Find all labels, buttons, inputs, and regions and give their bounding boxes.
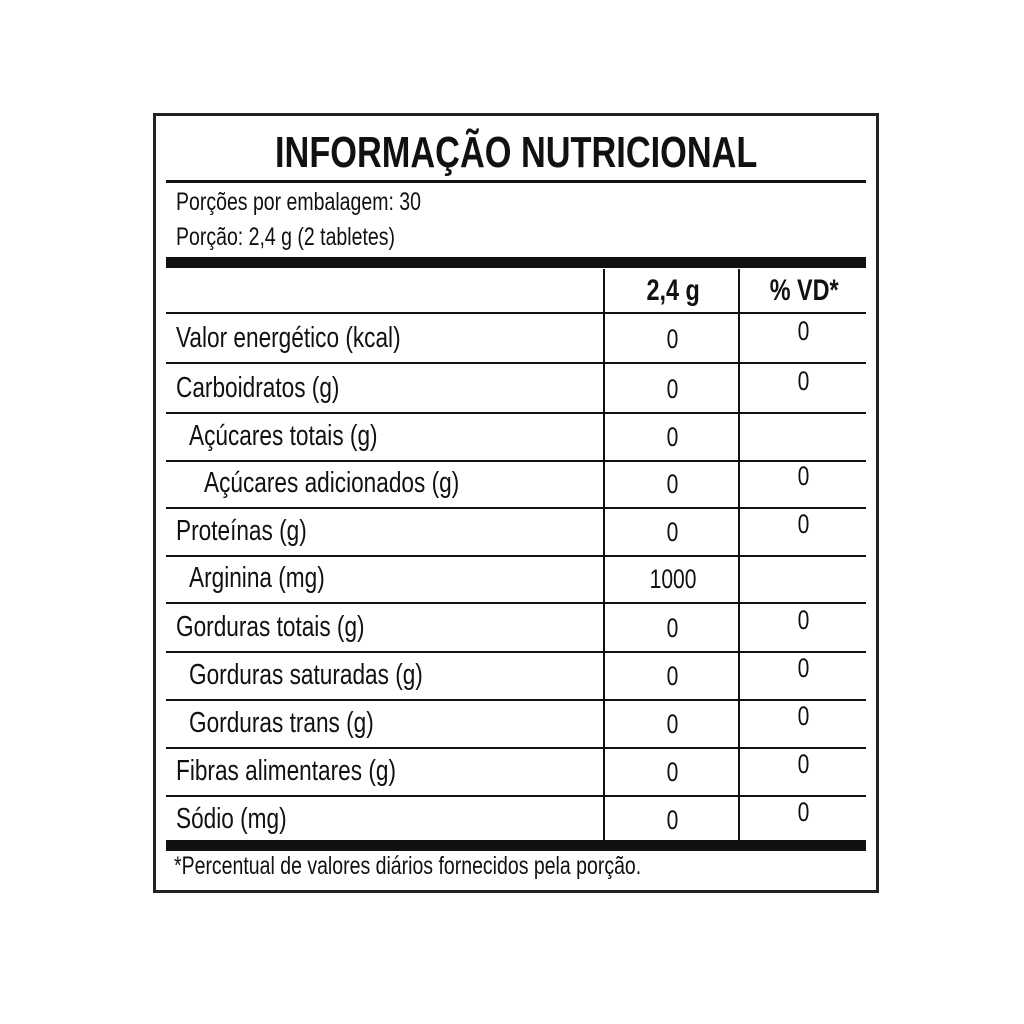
nutrient-vd: [742, 797, 866, 828]
table-row: [166, 364, 866, 414]
nutrient-vd-text: 0: [798, 366, 810, 396]
nutrient-label: [204, 467, 531, 500]
title-divider: [166, 180, 866, 183]
nutrient-amount-text: 1000: [649, 564, 697, 594]
nutrient-label-text: Carboidratos (g): [176, 372, 340, 404]
nutrient-vd-text: 0: [798, 509, 810, 539]
nutrient-amount: [606, 422, 740, 453]
table-header: [166, 268, 866, 314]
column-divider-2: [738, 269, 740, 843]
column-divider-1: [603, 269, 605, 843]
nutrient-amount-text: 0: [667, 422, 679, 452]
nutrient-amount: [606, 709, 740, 740]
nutrient-amount-text: 0: [667, 374, 679, 404]
nutrient-vd-text: 0: [798, 461, 810, 491]
footnote: [174, 852, 773, 881]
nutrient-vd: [742, 509, 866, 540]
nutrient-label: [176, 372, 386, 405]
nutrient-label: [176, 803, 318, 836]
nutrient-label: [176, 755, 458, 788]
nutrient-amount: [606, 374, 740, 405]
table-row: [166, 459, 866, 509]
nutrient-amount: [606, 613, 740, 644]
nutrient-label-text: Açúcares adicionados (g): [204, 467, 460, 499]
nutrient-amount: [606, 805, 740, 836]
servings-per-package: [176, 188, 490, 217]
nutrient-amount: [606, 661, 740, 692]
nutrient-vd-text: 0: [798, 605, 810, 635]
servings-text: Porções por embalagem: 30: [176, 188, 421, 216]
nutrient-label-text: Gorduras trans (g): [189, 707, 374, 739]
nutrition-facts-label: [153, 113, 879, 893]
title-text: INFORMAÇÃO NUTRICIONAL: [274, 128, 758, 177]
table-row: [166, 603, 866, 653]
nutrient-amount-text: 0: [667, 613, 679, 643]
nutrient-vd: [742, 461, 866, 492]
nutrient-amount-text: 0: [667, 469, 679, 499]
serving-size-text: Porção: 2,4 g (2 tabletes): [176, 223, 395, 251]
nutrient-vd: [742, 316, 866, 347]
nutrient-vd-text: 0: [798, 749, 810, 779]
nutrient-vd: [742, 605, 866, 636]
nutrient-label: [176, 322, 464, 355]
nutrient-vd: [742, 414, 866, 445]
nutrient-label: [176, 515, 344, 548]
nutrient-label: [189, 562, 363, 595]
nutrient-label-text: Gorduras saturadas (g): [189, 659, 423, 691]
thick-divider-bottom: [166, 840, 866, 851]
nutrient-amount-text: 0: [667, 757, 679, 787]
nutrient-amount: [606, 324, 740, 355]
nutrient-label: [189, 420, 431, 453]
table-row: [166, 795, 866, 843]
nutrient-vd: [742, 749, 866, 780]
nutrient-amount: [606, 517, 740, 548]
nutrient-label-text: Sódio (mg): [176, 803, 287, 835]
table-row: [166, 747, 866, 797]
nutrient-vd: [742, 701, 866, 732]
nutrient-vd: [742, 653, 866, 684]
nutrient-label: [189, 659, 489, 692]
nutrient-amount: [606, 469, 740, 500]
table-row: [166, 699, 866, 749]
nutrient-amount: [606, 564, 740, 595]
nutrient-label-text: Valor energético (kcal): [176, 322, 401, 354]
nutrient-label: [189, 707, 426, 740]
nutrient-label: [176, 611, 418, 644]
nutrient-vd-text: 0: [798, 797, 810, 827]
nutrient-amount-text: 0: [667, 805, 679, 835]
label-title: [156, 128, 876, 178]
table-row: [166, 554, 866, 604]
table-row: [166, 651, 866, 701]
nutrient-vd-text: 0: [798, 653, 810, 683]
nutrient-vd: [742, 366, 866, 397]
footnote-text: *Percentual de valores diários fornecidos pela porção.: [174, 852, 642, 880]
nutrient-label-text: Gorduras totais (g): [176, 611, 365, 643]
nutrient-label-text: Açúcares totais (g): [189, 420, 378, 452]
table-row: [166, 507, 866, 557]
serving-size: [176, 223, 457, 252]
table-row: [166, 314, 866, 364]
table-row: [166, 412, 866, 462]
nutrient-label-text: Proteínas (g): [176, 515, 307, 547]
nutrient-amount-text: 0: [667, 709, 679, 739]
nutrient-amount-text: 0: [667, 517, 679, 547]
nutrient-amount-text: 0: [667, 661, 679, 691]
nutrient-amount-text: 0: [667, 324, 679, 354]
column-amount: [606, 274, 740, 308]
nutrient-amount: [606, 757, 740, 788]
nutrient-vd: [742, 556, 866, 587]
column-vd: [742, 274, 866, 308]
nutrient-label-text: Fibras alimentares (g): [176, 755, 396, 787]
column-vd-text: % VD*: [769, 274, 839, 307]
thick-divider-top: [166, 257, 866, 268]
nutrient-vd-text: 0: [798, 316, 810, 346]
nutrient-vd-text: 0: [798, 701, 810, 731]
nutrient-label-text: Arginina (mg): [189, 562, 325, 594]
column-amount-text: 2,4 g: [646, 274, 700, 307]
